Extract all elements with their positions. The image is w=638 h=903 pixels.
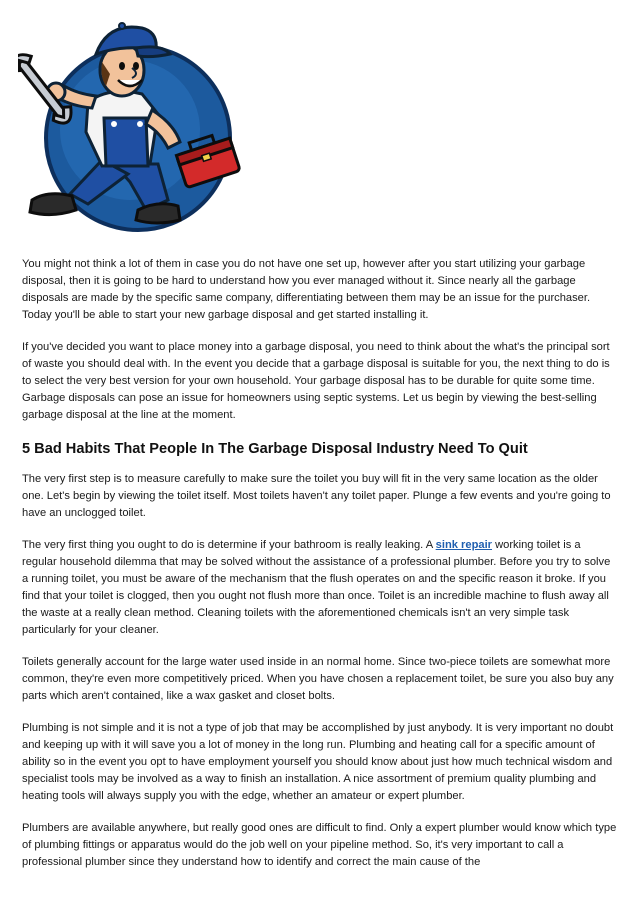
paragraph-4 xyxy=(22,537,618,639)
article-body xyxy=(22,256,618,886)
paragraph-3: The very first step is to measure carefully to make sure the toilet you buy will fit in the very same location as the older one. Let's begin by viewing the toilet itself. Most toilets haven't any toilet paper. Plunge a few events and you're going to have an unclogged toilet. xyxy=(22,473,611,519)
paragraph-5: Toilets generally account for the large water used inside in an normal home. Since two-piece toilets are somewhat more common, they're even more competitively priced. When you have chosen a replacement toilet, be sure you also buy any parts which aren't contained, like a wax gasket and closet bolts. xyxy=(22,656,614,702)
paragraph-7: Plumbers are available anywhere, but really good ones are difficult to find. Only a expert plumber would know which type of plumbing fittings or apparatus would do the job well on your pipeline method. So, it's very important to call a professional plumber since they understand how to identify and correct the main cause of the xyxy=(22,822,617,868)
section-heading: 5 Bad Habits That People In The Garbage Disposal Industry Need To Quit xyxy=(22,441,528,457)
paragraph-2: If you've decided you want to place money into a garbage disposal, you need to think about the what's the principal sort of waste you should deal with. In the event you decide that a garbage disposal is suitable for you, the next thing to do is to select the very best version for your own household. Your garbage disposal has to be durable for quite some time. Garbage disposals can pose an issue for homeowners using septic systems. Let us begin by viewing the best-selling garbage disposal at the line at the moment. xyxy=(22,341,610,421)
plumber-mascot-icon xyxy=(18,14,254,234)
paragraph-4-text-before: The very first thing you ought to do is determine if your bathroom is really leaking. A xyxy=(22,539,436,551)
paragraph-1: You might not think a lot of them in case you do not have one set up, however after you start utilizing your garbage disposal, then it is going to be hard to understand how you ever managed without it. Since nearly all the garbage disposals are made by the specific same company, differentiating between them may be an issue for the purchaser. Today you'll be able to start your new garbage disposal and get started installing it. xyxy=(22,258,591,321)
sink-repair-link[interactable]: sink repair xyxy=(435,539,493,551)
paragraph-4-text-after: working toilet is a regular household dilemma that may be solved without the assistance of a professional plumber. Before you try to solve a running toilet, you must be aware of the mechanism that the flush operates on and the specific reason it broke. If you find that your toilet is clogged, then you ought not flush more than once. Toilet is an incredible machine to flush away all the waste at a really clean method. Cleaning toilets with the aforementioned chemicals isn't an very simple task particularly for your cleaner. xyxy=(22,539,611,636)
paragraph-6: Plumbing is not simple and it is not a type of job that may be accomplished by just anybody. It is very important no doubt and keeping up with it will save you a lot of money in the long run. Plumbing and heating call for a specific amount of ability so in the event you opt to have employment yourself you should know about just how much technical wisdom and specialist tools may be involved as a way to finish an installation. A nice assortment of premium quality plumbing and heating tools will always supply you with the edge, whether an amateur or expert plumber. xyxy=(22,722,614,802)
